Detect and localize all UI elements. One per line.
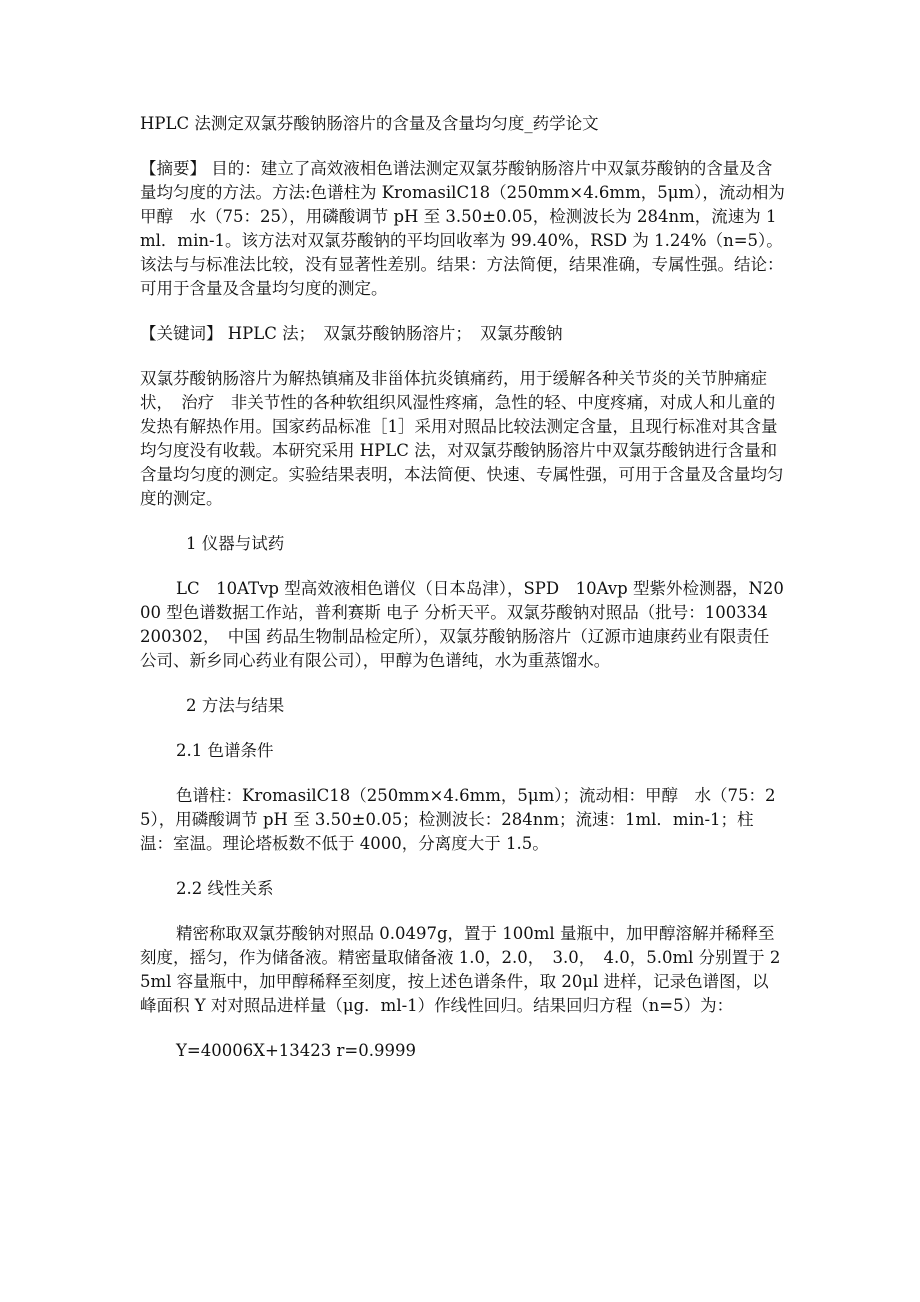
- abstract-paragraph: [140, 157, 785, 301]
- intro-paragraph: 双氯芬酸钠肠溶片为解热镇痛及非甾体抗炎镇痛药，用于缓解各种关节炎的关节肿痛症状， 治疗 非关节性的各种软组织风湿性疼痛，急性的轻、中度疼痛，对成人和儿童的发热有解热作用。国家药品标准［1］采用对照品比较法测定含量，且现行标准对其含量均匀度没有收载。本研究采用 HPLC 法，对双氯芬酸钠肠溶片中双氯芬酸钠进行含量和含量均匀度的测定。实验结果表明，本法简便、快速、专属性强，可用于含量及含量均匀度的测定。: [140, 369, 784, 508]
- document-page: [140, 112, 785, 1063]
- abstract-label: 【摘要】: [140, 159, 206, 178]
- regression-equation: Y=40006X+13423 r=0.9999: [176, 1041, 416, 1060]
- keywords-paragraph: [140, 322, 785, 346]
- section-1-text: LC 10ATvp 型高效液相色谱仪（日本岛津），SPD 10Avp 型紫外检测器，N2000 型色谱数据工作站，普利赛斯 电子 分析天平。双氯芬酸钠对照品（批号：100334 200302， 中国 药品生物制品检定所），双氯芬酸钠肠溶片（辽源市迪康药业有限责任公司、新乡同心药业有限公司），甲醇为色谱纯，水为重蒸馏水。: [140, 579, 785, 670]
- section-1-heading: 1 仪器与试药: [186, 534, 285, 553]
- section-2-1-paragraph: [140, 784, 785, 856]
- section-2-heading: 2 方法与结果: [186, 696, 285, 715]
- abstract-text: 目的：建立了高效液相色谱法测定双氯芬酸钠肠溶片中双氯芬酸钠的含量及含量均匀度的方法。方法:色谱柱为 KromasilC18（250mm×4.6mm，5μm），流动相为甲醇 水（75：25），用磷酸调节 pH 至 3.50±0.05，检测波长为 284nm，流速为 1ml．min-1。该方法对双氯芬酸钠的平均回收率为 99.40%，RSD 为 1.24%（n=5）。该法与与标准法比较，没有显著性差别。结果：方法简便，结果准确，专属性强。结论：可用于含量及含量均匀度的测定。: [140, 159, 785, 298]
- keywords-text: HPLC 法； 双氯芬酸钠肠溶片； 双氯芬酸钠: [222, 324, 563, 343]
- section-2-2-paragraph: [140, 922, 785, 1018]
- document-title: HPLC 法测定双氯芬酸钠肠溶片的含量及含量均匀度_药学论文: [140, 114, 599, 133]
- section-2-2-text: 精密称取双氯芬酸钠对照品 0.0497g，置于 100ml 量瓶中，加甲醇溶解并稀释至刻度，摇匀，作为储备液。精密量取储备液 1.0，2.0， 3.0， 4.0，5.0ml 分别置于 25ml 容量瓶中，加甲醇稀释至刻度，按上述色谱条件，取 20μl 进样，记录色谱图，以峰面积 Y 对对照品进样量（μg．ml-1）作线性回归。结果回归方程（n=5）为：: [140, 924, 781, 1015]
- section-2-1-heading: 2.1 色谱条件: [176, 741, 274, 760]
- section-2-2-heading: 2.2 线性关系: [176, 879, 274, 898]
- section-2-1-text: 色谱柱：KromasilC18（250mm×4.6mm，5μm）；流动相：甲醇 水（75：25），用磷酸调节 pH 至 3.50±0.05；检测波长：284nm；流速：1ml．min-1；柱温：室温。理论塔板数不低于 4000，分离度大于 1.5。: [140, 786, 776, 853]
- section-1-paragraph: [140, 577, 785, 673]
- keywords-label: 【关键词】: [140, 324, 223, 343]
